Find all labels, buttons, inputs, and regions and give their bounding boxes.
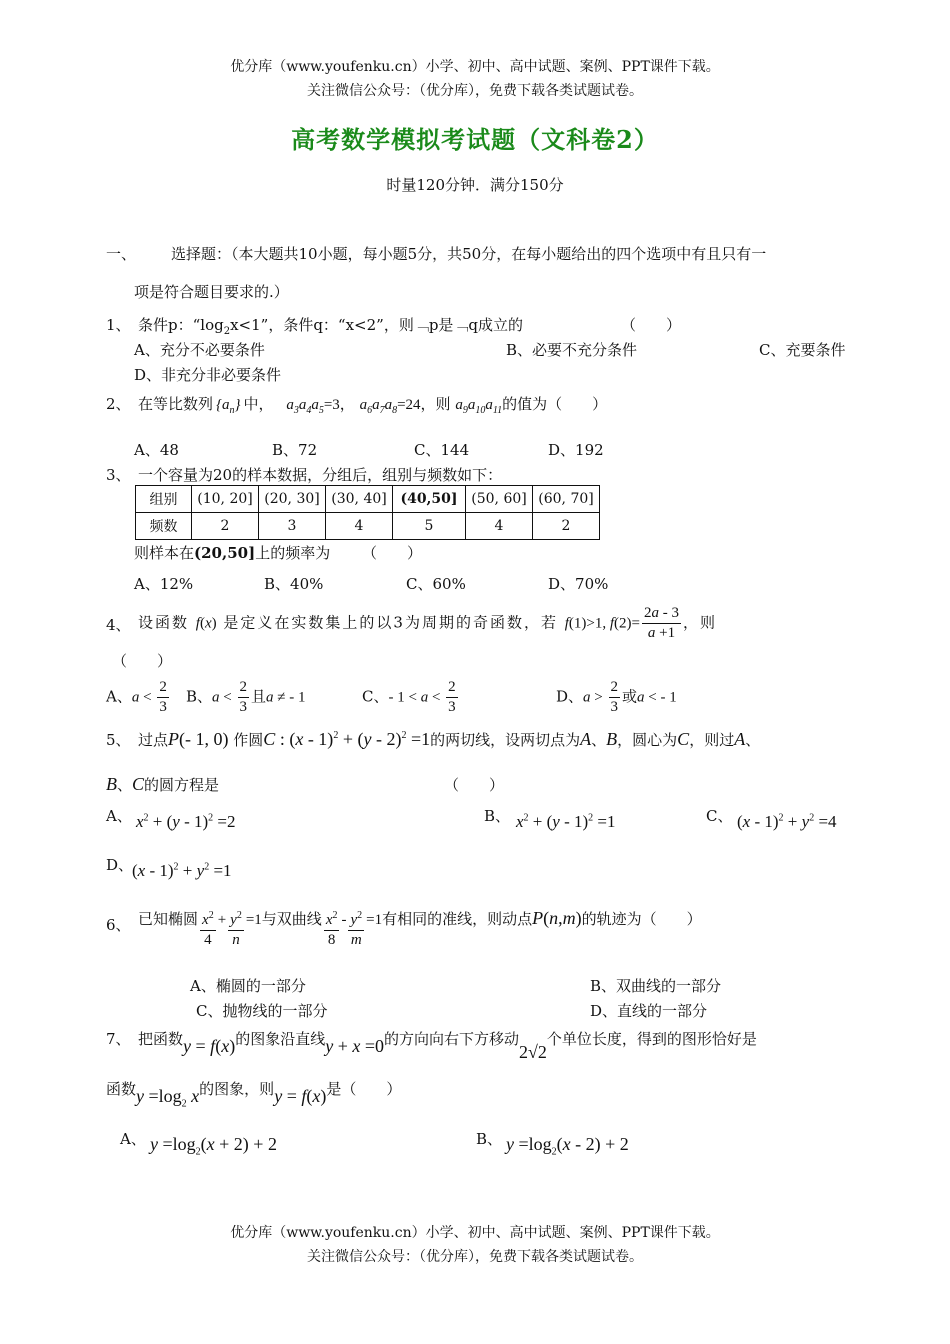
q7-number: 7、 (106, 1030, 131, 1048)
q4-option-c: C、- 1 < a < $\frac{2}{3}$ (362, 679, 456, 715)
q1-option-a: A、充分不必要条件 (134, 341, 265, 359)
q6-option-b: B、双曲线的一部分 (590, 977, 722, 995)
q5-option-c: $(x - 1)^2 + y^2 =4$ (737, 812, 837, 831)
header-line-2: 关注微信公众号：（优分库），免费下载各类试题试卷。 (307, 83, 643, 99)
q7-option-a: $y =\log_2(x + 2) + 2$ (150, 1134, 277, 1158)
q1-option-b: B、必要不充分条件 (506, 341, 638, 359)
q1-number: 1、 (106, 316, 131, 334)
table-cell: (60, 70] (533, 486, 600, 513)
q6-number: 6、 (106, 916, 131, 934)
q2-option-a: A、48 (134, 441, 179, 459)
q3-option-a: A、12% (134, 575, 194, 593)
page-title: 高考数学模拟考试题（文科卷2） (291, 125, 659, 154)
table-cell: 2 (192, 513, 259, 540)
q3-frequency-table (135, 485, 600, 540)
table-cell: (20, 30] (259, 486, 326, 513)
q5-option-b-label: B、 (484, 807, 511, 825)
q5-answer-paren: （ ） (444, 776, 505, 794)
q5-option-a-label: A、 (106, 807, 132, 825)
q4-answer-paren: （ ） (112, 652, 173, 670)
q3-stem: 一个容量为20的样本数据，分组后，组别与频数如下： (138, 466, 503, 484)
q5-option-d-label: D、 (106, 856, 134, 874)
q7-option-b: $y =\log_2(x - 2) + 2$ (506, 1134, 629, 1158)
q4-number: 4、 (106, 616, 131, 634)
q2-option-d: D、192 (548, 441, 604, 459)
table-cell: (50, 60] (466, 486, 533, 513)
q5-option-a: $x^2 + (y - 1)^2 =2$ (136, 812, 236, 831)
section-number: 一、 (106, 245, 137, 263)
q7-stem: 把函数y = f(x)的图象沿直线y + x =0的方向向右下方移动2√2个单位长度，得到的图形恰好是 (138, 1030, 757, 1062)
q6-option-a: A、椭圆的一部分 (190, 977, 306, 995)
q1-option-d: D、非充分非必要条件 (134, 366, 282, 384)
q6-option-c: C、抛物线的一部分 (196, 1002, 328, 1020)
q5-number: 5、 (106, 731, 131, 749)
table-row (136, 513, 600, 540)
q6-stem: 已知椭圆 $\frac{x^2}{4}$ + $\frac{y^2}{n}$ =1与双曲线 $\frac{x^2}{8}$ - $\frac{y^2}{m}$ =1有相同的准线，则动点P(n,m)的轨迹为（ ） (138, 908, 702, 948)
q2-option-b: B、72 (272, 441, 318, 459)
table-cell: (40,50] (393, 486, 466, 513)
q3-number: 3、 (106, 466, 131, 484)
q3-option-c: C、60% (406, 575, 466, 593)
table-cell: 4 (326, 513, 393, 540)
q1-stem: 条件p：“$\log_2x<1$”，条件q：“x<2”，则﹁p是﹁q成立的 (138, 316, 524, 337)
q3-question-tail: 则样本在(20,50]上的频率为 (134, 544, 331, 562)
q3-option-b: B、40% (264, 575, 324, 593)
q5-option-b: $x^2 + (y - 1)^2 =1$ (516, 812, 616, 831)
header-line-1: 优分库（www.youfenku.cn）小学、初中、高中试题、案例、PPT课件下载。 (230, 59, 720, 75)
section-instructions: 选择题：（本大题共10小题，每小题5分，共50分，在每小题给出的四个选项中有且只有一 (171, 245, 767, 263)
q4-stem: 设函数 f(x) 是定义在实数集上的以3为周期的奇函数，若 f(1)>1, f(2)= $\frac{2a - 3}{a +1}$ ，则 (138, 605, 718, 641)
q2-option-c: C、144 (414, 441, 470, 459)
q5-option-c-label: C、 (706, 807, 733, 825)
table-cell: 2 (533, 513, 600, 540)
q1-option-c: C、充要条件 (759, 341, 846, 359)
footer-line-1: 优分库（www.youfenku.cn）小学、初中、高中试题、案例、PPT课件下载。 (230, 1225, 720, 1241)
q5-stem: 过点P(- 1, 0) 作圆C : (x - 1)$^2$ + (y - 2)$^2$ =1的两切线，设两切点为A、B，圆心为C，则过A、 (138, 729, 761, 749)
q2-stem: 在等比数列 $\{a_n\}$ 中， $a_3a_4a_5=3$， $a_6a_7a_8=24$，则 $a_9a_{10}a_{11}$的值为（ ） (138, 395, 608, 416)
table-cell: 3 (259, 513, 326, 540)
table-cell: 组别 (136, 486, 192, 513)
q3-option-d: D、70% (548, 575, 609, 593)
q4-option-a: A、a < $\frac{2}{3}$ (106, 679, 167, 715)
q4-option-d: D、a > $\frac{2}{3}$ 或a < - 1 (556, 679, 677, 715)
table-cell: 5 (393, 513, 466, 540)
q5-stem-cont: B、C的圆方程是 (106, 774, 220, 794)
footer-line-2: 关注微信公众号：（优分库），免费下载各类试题试卷。 (307, 1249, 643, 1265)
q2-number: 2、 (106, 395, 131, 413)
table-cell: (10, 20] (192, 486, 259, 513)
q7-option-b-label: B、 (476, 1130, 503, 1148)
q3-answer-paren: （ ） (362, 544, 423, 562)
q6-option-d: D、直线的一部分 (590, 1002, 708, 1020)
table-cell: (30, 40] (326, 486, 393, 513)
table-cell: 4 (466, 513, 533, 540)
table-row (136, 486, 600, 513)
q7-stem-cont: 函数$y =\log_2$ x的图象，则y = f(x)是（ ） (106, 1080, 402, 1110)
section-instructions-cont: 项是符合题目要求的.） (134, 283, 289, 301)
table-cell: 频数 (136, 513, 192, 540)
q1-answer-paren: （ ） (621, 316, 682, 334)
q4-option-b: B、a < $\frac{2}{3}$ 且a ≠ - 1 (186, 679, 306, 715)
q5-option-d: $(x - 1)^2 + y^2 =1$ (132, 861, 232, 880)
q7-option-a-label: A、 (120, 1130, 146, 1148)
page-subtitle: 时量120分钟．满分150分 (386, 176, 564, 194)
